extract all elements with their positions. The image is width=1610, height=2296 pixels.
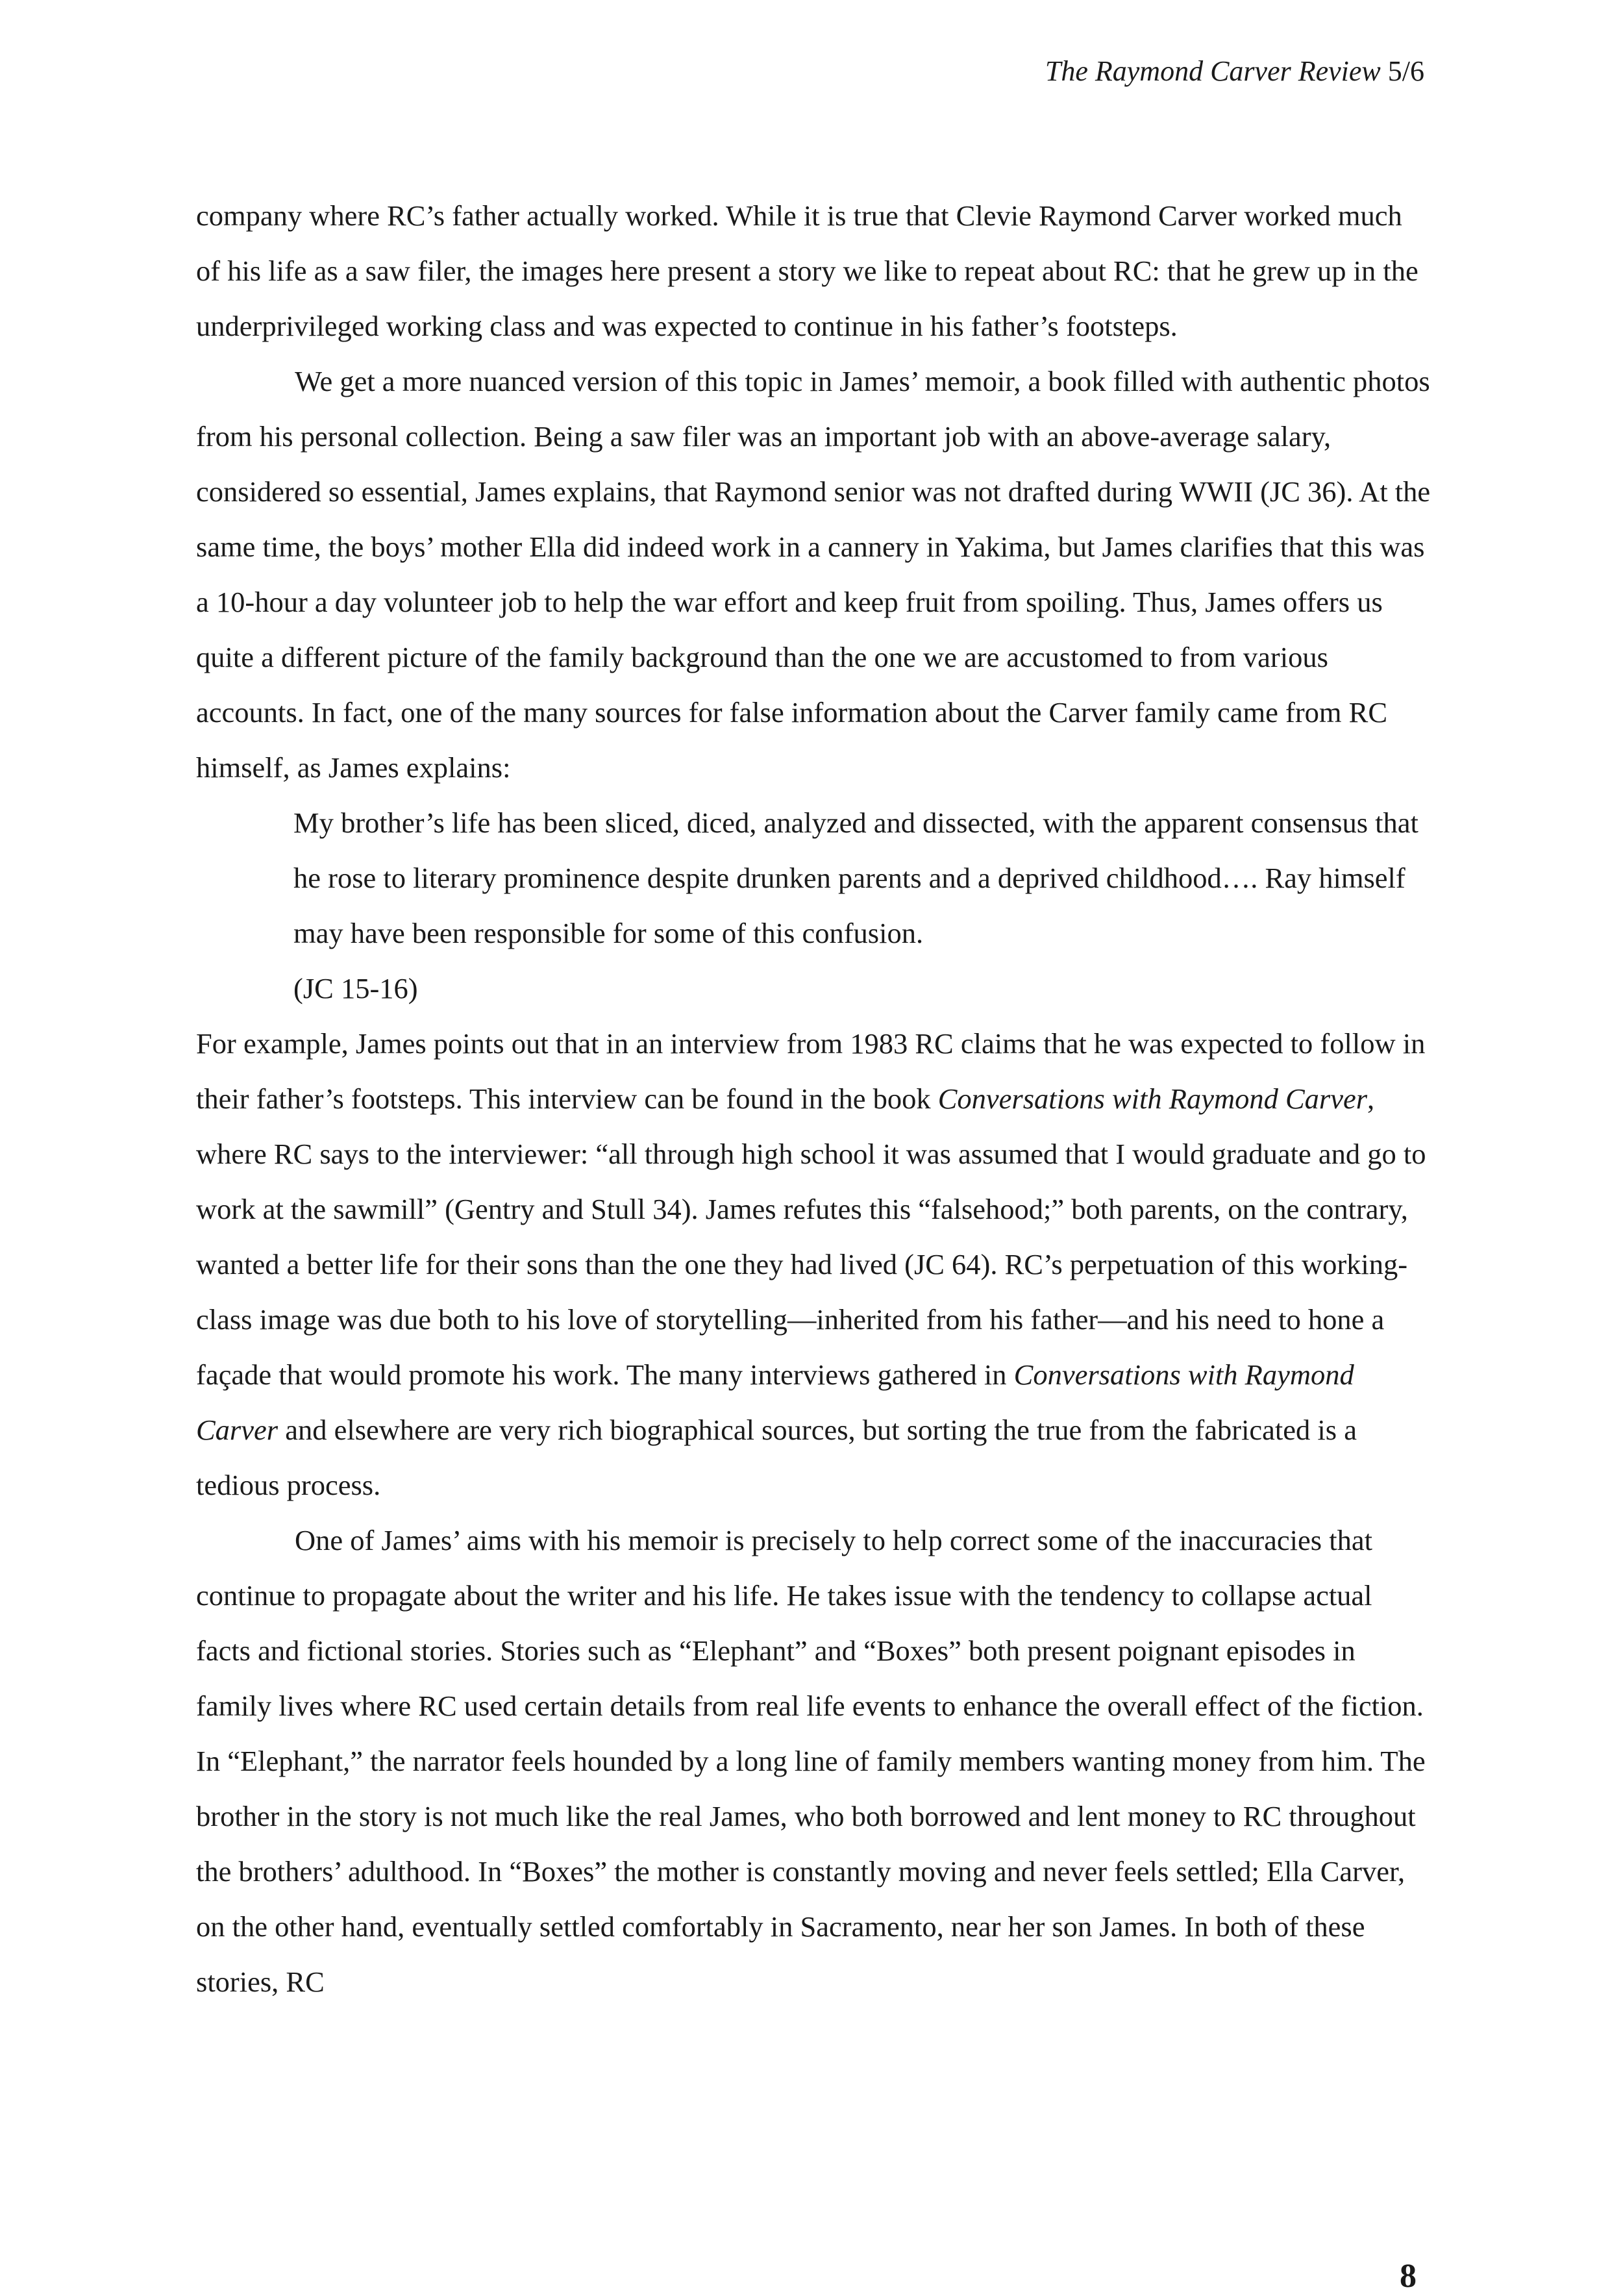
journal-title: The Raymond Carver Review	[1045, 55, 1381, 87]
page-number: 8	[1400, 2258, 1417, 2295]
block-quote	[196, 795, 1431, 1016]
block-quote-text: My brother’s life has been sliced, diced, analyzed and dissected, with the apparent consensus that he rose to literary prominence despite drunken parents and a deprived childhood…. Ray himself may have been responsible for some of this confusion.	[293, 806, 1418, 949]
article-body	[196, 188, 1431, 2010]
paragraph-3-part-1: For example, James points out that in an interview from 1983 RC claims that he was expected to follow in their father’s footsteps. This interview can be found in the book	[196, 1027, 1426, 1115]
book-title-conversations-2: Conversations with Raymond Carver	[196, 1358, 1354, 1446]
block-quote-citation: (JC 15-16)	[293, 972, 418, 1004]
paragraph-3	[196, 1016, 1431, 1513]
paragraph-3-part-2: , where RC says to the interviewer: “all through high school it was assumed that I would graduate and go to work at the sawmill” (Gentry and Stull 34). James refutes this “falsehood;” both parents, on the contrary, wanted a better life for their sons than the one they had lived (JC 64). RC’s perpetuation of this working-class image was due both to his love of storytelling—inherited from his father—and his need to hone a façade that would promote his work. The many interviews gathered in	[196, 1082, 1426, 1391]
book-title-conversations: Conversations with Raymond Carver	[937, 1082, 1368, 1115]
paragraph-4: One of James’ aims with his memoir is precisely to help correct some of the inaccuracies that continue to propagate about the writer and his life. He takes issue with the tendency to collapse actual facts and fictional stories. Stories such as “Elephant” and “Boxes” both present poignant episodes in family lives where RC used certain details from real life events to enhance the overall effect of the fiction. In “Elephant,” the narrator feels hounded by a long line of family members wanting money from him. The brother in the story is not much like the real James, who both borrowed and lent money to RC throughout the brothers’ adulthood. In “Boxes” the mother is constantly moving and never feels settled; Ella Carver, on the other hand, eventually settled comfortably in Sacramento, near her son James. In both of these stories, RC	[196, 1524, 1426, 1998]
paragraph-2: We get a more nuanced version of this topic in James’ memoir, a book filled with authentic photos from his personal collection. Being a saw filer was an important job with an above-average salary, considered so essential, James explains, that Raymond senior was not drafted during WWII (JC 36). At the same time, the boys’ mother Ella did indeed work in a cannery in Yakima, but James clarifies that this was a 10-hour a day volunteer job to help the war effort and keep fruit from spoiling. Thus, James offers us quite a different picture of the family background than the one we are accustomed to from various accounts. In fact, one of the many sources for false information about the Carver family came from RC himself, as James explains:	[196, 365, 1431, 784]
running-header	[1045, 53, 1424, 90]
paragraph-3-part-3: and elsewhere are very rich biographical sources, but sorting the true from the fabricated is a tedious process.	[196, 1414, 1357, 1501]
issue-number: 5/6	[1387, 55, 1424, 87]
paragraph-1: company where RC’s father actually worked. While it is true that Clevie Raymond Carver worked much of his life as a saw filer, the images here present a story we like to repeat about RC: that he grew up in the underprivileged working class and was expected to continue in his father’s footsteps.	[196, 199, 1418, 342]
